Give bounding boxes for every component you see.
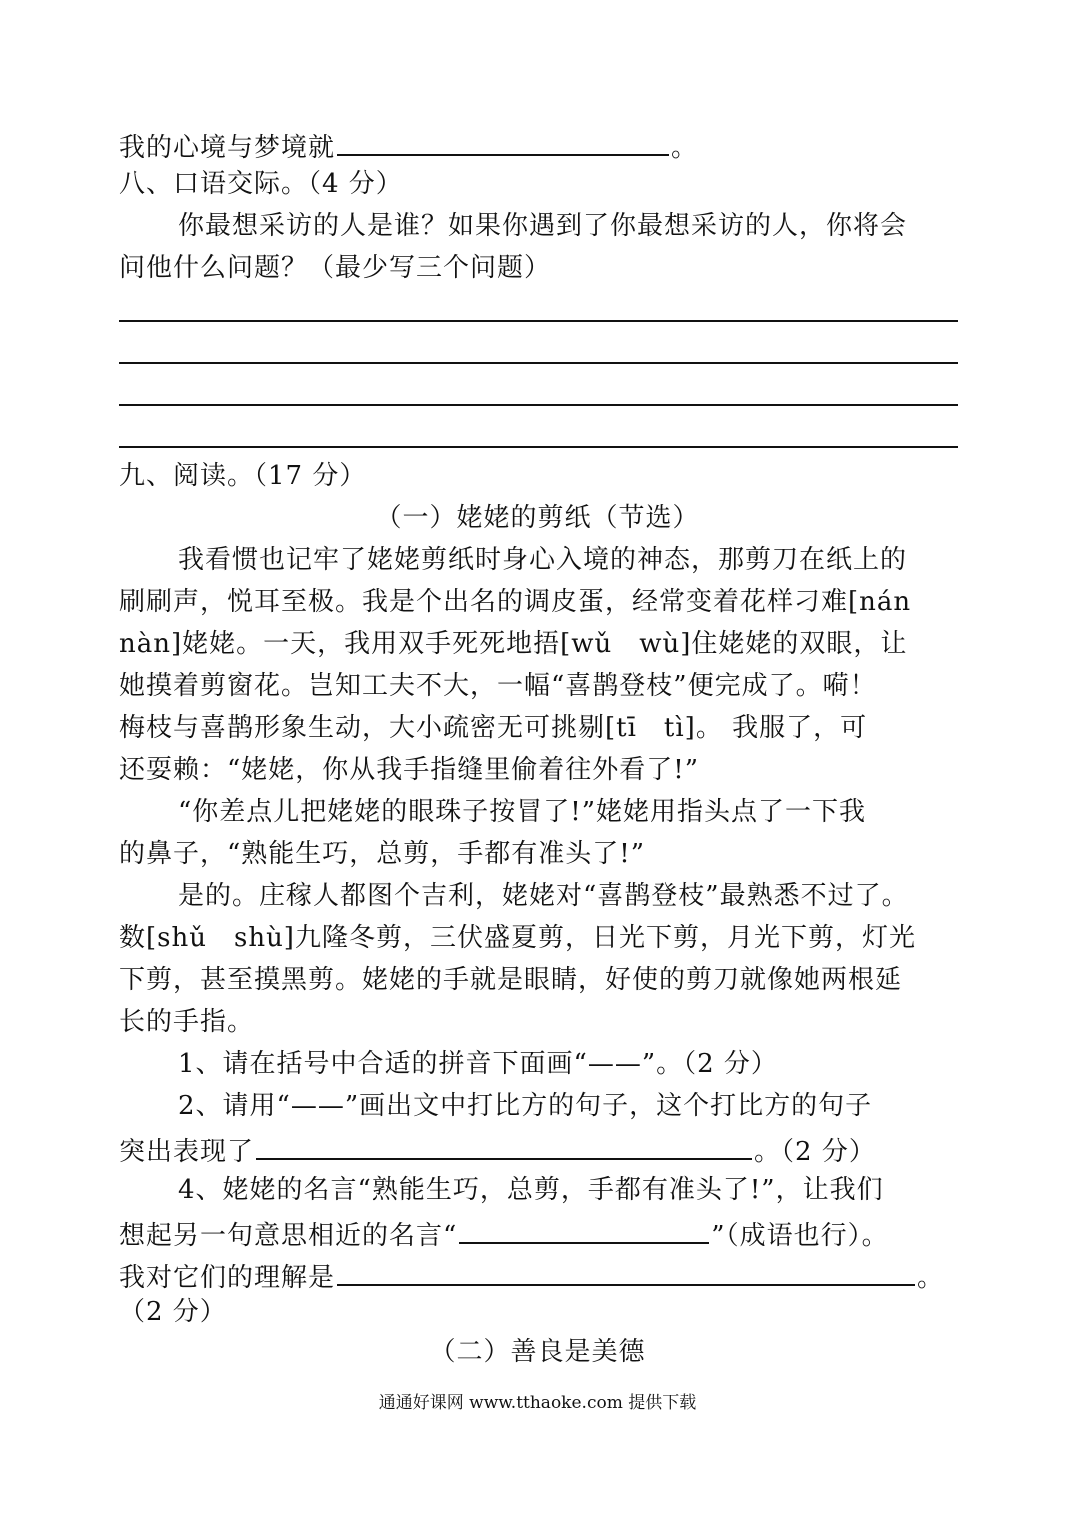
passage-line: 的鼻子，“熟能生巧，总剪，手都有准头了!” [119, 839, 646, 869]
question-2: 2、请用“——”画出文中打比方的句子，这个打比方的句子 [178, 1091, 873, 1121]
passage-line: nàn]姥姥。一天，我用双手死死地捂[wǔ wù]住姥姥的双眼，让 [119, 629, 908, 659]
question-4: 4、姥姥的名言“熟能生巧，总剪，手都有准头了!”，让我们 [178, 1175, 884, 1205]
section-heading-8: 八、口语交际。（4 分） [119, 169, 403, 199]
passage-title-2: （二）善良是美德 [429, 1337, 646, 1367]
question-text: 问他什么问题？（最少写三个问题） [119, 253, 552, 283]
passage-line: 刷刷声，悦耳至极。我是个出名的调皮蛋，经常变着花样刁难[nán [119, 587, 912, 617]
question-4-cont [119, 1216, 959, 1252]
question-1: 1、请在括号中合适的拼音下面画“——”。（2 分） [178, 1049, 778, 1079]
passage-title-1: （一）姥姥的剪纸（节选） [375, 503, 700, 533]
line-text: 。 [671, 133, 699, 163]
question-text: ”（成语也行）。 [711, 1221, 889, 1251]
passage-line: 她摸着剪窗花。岂知工夫不大，一幅“喜鹊登枝”便完成了。嗬！ [119, 671, 877, 701]
passage-line: 我看惯也记牢了姥姥剪纸时身心入境的神态，那剪刀在纸上的 [178, 545, 908, 575]
passage-line: “你差点儿把姥姥的眼珠子按冒了!”姥姥用指头点了一下我 [178, 797, 867, 827]
answer-line[interactable] [119, 446, 958, 448]
passage-line: 下剪，甚至摸黑剪。姥姥的手就是眼睛，好使的剪刀就像她两根延 [119, 965, 903, 995]
answer-line[interactable] [119, 404, 958, 406]
passage-line: 长的手指。 [119, 1007, 255, 1037]
line-text: 我的心境与梦境就 [119, 133, 336, 163]
page-footer: 通通好课网 www.tthaoke.com 提供下载 [378, 1393, 697, 1413]
question-text: 。（2 分） [754, 1137, 876, 1167]
answer-blank[interactable] [337, 1258, 915, 1286]
section-heading-9: 九、阅读。（17 分） [119, 461, 367, 491]
passage-line: 是的。庄稼人都图个吉利，姥姥对“喜鹊登枝”最熟悉不过了。 [178, 881, 909, 911]
question-text: 突出表现了 [119, 1137, 255, 1167]
answer-blank[interactable] [459, 1216, 709, 1244]
passage-line: 梅枝与喜鹊形象生动，大小疏密无可挑剔[tī tì]。 我服了，可 [119, 713, 868, 743]
text-line [119, 128, 959, 164]
question-text: 。 [917, 1263, 945, 1293]
question-4-cont [119, 1258, 959, 1294]
passage-line: 数[shǔ shù]九隆冬剪，三伏盛夏剪，日光下剪，月光下剪，灯光 [119, 923, 916, 953]
question-2-cont [119, 1132, 959, 1168]
question-text: 想起另一句意思相近的名言“ [119, 1221, 458, 1251]
passage-line: 还耍赖：“姥姥，你从我手指缝里偷着往外看了!” [119, 755, 700, 785]
answer-line[interactable] [119, 362, 958, 364]
answer-blank[interactable] [256, 1132, 752, 1160]
answer-line[interactable] [119, 320, 958, 322]
answer-blank[interactable] [337, 128, 669, 156]
question-text: 你最想采访的人是谁？如果你遇到了你最想采访的人，你将会 [178, 211, 908, 241]
question-4-score: （2 分） [119, 1297, 227, 1327]
question-text: 我对它们的理解是 [119, 1263, 336, 1293]
